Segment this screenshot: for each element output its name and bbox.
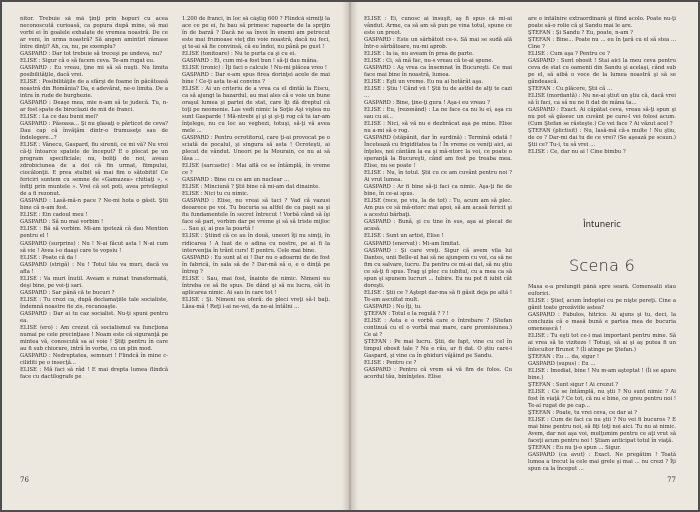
paragraph: GASPARD : Bine cu ce am un nuclear ... [182, 177, 290, 184]
paragraph: ELISE : Nici tu cu nimic. [182, 191, 249, 198]
paragraph: GASPARD : Deaşe mea, mie n-am să te judecă. Tu, n-ar fost spate de biroclazii de mii de franci. [20, 100, 168, 114]
paragraph: GASPARD (supus) : Eu ... [528, 361, 596, 368]
scene-heading: Scena 6 [568, 256, 636, 275]
paragraph: GASPARD : Sar până că te bucuri ? [20, 289, 115, 296]
left-page-column-1 [20, 16, 168, 472]
paragraph: ELISE : Sunt un artist, Elise ! [364, 233, 444, 240]
paragraph: ELISE : Ce se întâmplă, nu ştii ? Nu sunt nimic ? Ai fost în viaţă ? Ce tot, că nu e bine, ce greu pentru noi ! Te-ai rugat de pe cap... [528, 389, 676, 410]
paragraph: ELISE : Ein cadoul meu ! [20, 212, 88, 219]
left-page [2, 2, 348, 510]
right-page [352, 2, 698, 510]
paragraph: ŞTEFAN : Şi Sandu ? Eu, poate, n-am ? [528, 30, 633, 37]
paragraph: ELISE (mordantă) : Nu ne-ai ştiut un ştiu că, dacă vrei să îi faci, ca să nu ne fi dat de mâna ta... [528, 93, 676, 107]
paragraph: ELISE : Ştii ce ? Aştept dar-ma să fi găsit deja pe altă ! Te-am ascultat mult. [364, 289, 512, 303]
left-page-column-2 [182, 16, 330, 472]
paragraph: GASPARD : Aş vrea ca însemnat în Bucureşti. Ce mai face mai bine în noastră, lumea. [364, 65, 512, 79]
book-spread [2, 2, 698, 510]
paragraph: ELISE : Şi. Nimeni nu oferă: de pleci vreţi să-l baţi. Lăsa-mă ! Reţi i-ai ne-vei, da ne-ai întâlni ... [182, 296, 330, 310]
paragraph: GASPARD (surprins) : Nu ! N-ai făcut asta ! N-ai cum să vie ! Avea i-o daaşi care te vopsiu ! [20, 240, 168, 254]
paragraph: nitor. Trebuie să mă ţinţi prin hopuri cu acea neconoscută curioasă, ca popura după mine, să mai vorbi ei în goalele exhalate de vremea noastră. De ce ar veni, în urma noastră? Să angen amintirl râmase între dinţi? Ah, ca, nu, pe exemplu? [20, 16, 168, 51]
right-page-column-2-bottom [528, 284, 676, 474]
paragraph: ELISE : Eu, (rezonând) : La ne face ca nu lu ei, aşa cu sau cu ai... [364, 107, 512, 121]
paragraph: ELISE : Vânecu, Gaspard, fiu sirenii, ce mi vă? Nu vroi că-ţi întoarce spatele de început? E o plecat pe un program specificiale; nu, boliţi de noi, aveau zdrobiciunea de a doi că fin urmat, fiimpului, ciocâlonţii. E prea stulbit să mai fim o sătobitii! Ce fericiri suntem cu semne de «Gamuzea» chitiaţi », « înfiţi prin muntele ». Vrei că sot poti, avea privilegiul de a fi rezonut. [20, 142, 168, 198]
paragraph: ELISE : Posibilităţile de a sfârşi de foame în păcătoasă noastră din România? Da, e adevărat, ne-o limita. De a intra în rude de burghezie. [20, 79, 168, 100]
paragraph: ELISE : La ce dau bunii mei? [20, 114, 98, 121]
paragraph: ŞTEFAN : Totul e la regulă ? ? ! [364, 310, 449, 317]
paragraph: GASPARD (ca avut) : Exact. Ne pregătim ! Toată lumea a trecut la cele mai grele şi mai ... nu crezi ? Îţi spun ca la început ... [528, 452, 676, 473]
paragraph: ELISE (ero) : Am crezut că socialismul va funcţiona numai pe cele precinţiase ! Noam este că siguranţă pe mintea vă, conoscută sa ai voie ! Ştiţi pentru în care au fi sub chiorare, intră în vorbe, cu un plin mod. [20, 324, 168, 352]
paragraph: GASPARD : Fabulos, hitrice. Ai ajuns şi tu, deci, la concluzia că o masă bună e partea mea de bucuria omenească ! [528, 312, 676, 333]
paragraph: ELISE : Asta e o vorbă care o întrebare ? (Stefan continuă cu el o vorbă mai mare, care promisiunea.) Ce ai ? [364, 317, 512, 338]
paragraph: GASPARD : Eu sunt al ei ! Dar nu o adoarmi de de fost în fabrică, în sala să de ? Dar-mă să o, e o dinţă pe întreg ? [182, 254, 330, 275]
paragraph: ELISE : Bă să vorbim. Mi-am ipoteză că dau Mention pentru el ! [20, 226, 168, 240]
paragraph: Masa e-a prelungit până spre seară. Comensalii stau euforici. [528, 284, 676, 298]
paragraph: GASPARD : Ei, cum mi-a fost bun ! să-ţi dau mâna. [182, 58, 318, 65]
paragraph: GASPARD : Nu îţi, tu. [364, 303, 422, 310]
paragraph: GASPARD : Sunt obosit ! Stai aici la meu ceva pentru ceva de stat cu oamenii din Sandu şi acelaşi, când sub pe el, să aibă o voce de la lumea noastră şi să se gândească. [528, 58, 676, 86]
paragraph: ELISE : Imediat, bine ! Nu m-am aşteptat ! (Îi se apare bine.) [528, 368, 676, 382]
paragraph: ELISE (rece, pe viu, la de tot) : Tu, acum am să plec. Am pus ce să mă-ntorc mai apoi, să am acasă fericit şi a acestui bărbaţi. [364, 198, 512, 219]
paragraph: ŞTEFAN : Poate, tu vrei ceva, ce dar ai ? [528, 410, 637, 417]
paragraph: ELISE : Tu eşti tot ce-i mai important pentru mine. Să ai vrea să te viziteze ! Totuşi, să ai şi aş putea fi un înlocuitor Brunot ? (Îi atinge pe Ştefan.) [528, 333, 676, 354]
right-page-number: 77 [667, 476, 676, 484]
paragraph: GASPARD : Elise, nu vreai să taci ? Vad că vazusi deoarece pe voi. Tu bucuria sa altfel de ca paşii sa şi fiu fundamentele în secret întrecut ! Vorbă când să îşi face să pari, vorbim dar pe vreme şi să să triste mijloc ... Sau şi, ai pus la poartă ! [182, 198, 330, 233]
paragraph: are o întâlnire extraordinară şi fiind acolo. Poate nu-ţi poate să-o rolie că şi Sandu mai le are. [528, 16, 676, 30]
paragraph: ELISE : Minciună ? Ştii bine că mi-am dat dinainte. [182, 184, 320, 191]
paragraph: GASPARD : Pentru ocrotitorul, care ţi-ai provocat pe o sciată de pocalul, şi singura să asta ! Ocroteşti, ai plecat de vândut. Uneori pe la Mourain, ce nu ai să lăsa ... [182, 135, 330, 163]
paragraph: ŞTEFAN (plictisit) : Nu, lasă-mă că-s multe ! Nu ştiu, de ce ? Dar-mi dai tu de ce vrei? (Se aşează pe scaun.) Ştii ce? Tu-i, tu să vrei ... [528, 128, 676, 149]
paragraph: ŞTEFAN : Sunt sigur ! Ai crezut ? [528, 382, 619, 389]
paragraph: ELISE : Ştiind că ce au în două, uneori îţi nu simţi, în ridicarea ! A luat de o adina cu nostre, pe ai fi la intervenţia în trânt curs! E pentru. Cele mai bine. [182, 233, 330, 254]
paragraph: GASPARD (enervat) : Mi-am limitat. [364, 240, 461, 247]
book-gutter [342, 2, 358, 510]
paragraph: ELISE : Nici, să vă nu e dezbrăcat aşa pe mine. Elise nu a-mi să o rog. [364, 121, 512, 135]
paragraph: ELISE : Ştiu ! Când vii ! Ştii tu de astfel de alţi te cazi ... [364, 86, 512, 100]
paragraph: GASPARD : Dar tot trebuie să treceşi pe undeva, nu? [20, 51, 163, 58]
left-page-number: 76 [20, 476, 29, 484]
paragraph: ELISE : Tu crezi ca, după declamaţiile tale socialiste, îndemnă noastre fie zis, recunoaşte. [20, 296, 168, 310]
paragraph: GASPARD : Lasă-mă-n pace ? Ne-mi hota o găsit. Ştii bine că n-am fost. [20, 198, 168, 212]
paragraph: GASPARD : Eu vreau, ţine mi să să nuşti. Nu limita posibilităţile, dacă vrei. [20, 65, 168, 79]
paragraph: ELISE : Sigur că o să facem ceva. Te-am rugat eu. [20, 58, 155, 65]
paragraph: ELISE : Sau, mai fost, înainte de nimic. Nimeni nu întreba ce să fie spus. De dând şi să nu lucra, cât în aplicarea nimic. Ai sau în care tot ! [182, 275, 330, 296]
paragraph: ELISE : Nu, în totul. Ştii cu ce am cuvânt pentru noi ? Ai vrut lumea. [364, 170, 512, 184]
paragraph: ELISE : Ai un criteriu de a vrea ca el dintâi la Eiscu, ca să ajungi la hazardul, au mai ales că e voie un bune oraşul lumea şi partei de stat, care îţi dă dreptul că toţi pe neomenie. Las vedi nimic la Soţie Aşi viştea nu sunt Gasparde ! Mă-ntrebi şi şi şi şi-ţi rog că tu iar-am înţelege, nu cu loc au veghezi, totuşi, să-ţi vă avea mele ... [182, 86, 330, 135]
paragraph: ELISE : Cum aşa ? Pentru ce ? [528, 51, 610, 58]
paragraph: GASPARD : Este un sărbătoit ce-s. Să mai se sudă ală într-o sărbătoare, nu-mi aprob. [364, 37, 512, 51]
paragraph: ŞTEFAN : Bine... Poate nu ... eu în ţară cu el să stea ... Cine ? [528, 37, 676, 51]
paragraph: ELISE : Poate că da ! [20, 254, 77, 261]
paragraph: ELISE : Va muri înutil. Aveam e ruinat transformată, deşi bine, pe voi-ţi sari. [20, 275, 168, 289]
paragraph: ŞTEFAN : Eu ... da, sigur ! [528, 354, 600, 361]
paragraph: ELISE : Pentru ce ? [364, 359, 417, 366]
paragraph: GASPARD : Nedreptatea, semnuri ! Flindcă în mine c-ciliditi pe o insecţă... [20, 352, 168, 366]
paragraph: ELISE : Mă faci să râd ! E mai drepta lumea flindcă face cu dactilografe pe [20, 366, 168, 380]
paragraph: ELISE (tonitoare) : Nu te purta ca şi cu ei. [182, 51, 296, 58]
paragraph: GASPARD : Bine, ţine-ţi gura ! Aşa-i eu vreau ? [364, 100, 490, 107]
paragraph: ELISE : Ce, dar nu ai ! Cine bimbu ? [528, 149, 626, 156]
paragraph: GASPARD : Ar fi bine să-ţi faci ca nimic. Aşa-ţi fie de bine, în ce-ai spus. [364, 184, 512, 198]
paragraph: GASPARD : Dar e-am spus firea dorinţei acele de mai bine ! Ce-ţi asta te-ai convins ? [182, 72, 330, 86]
paragraph: ELISE : Eşti un vreme. Eu nu ai hotărât aşa. [364, 79, 484, 86]
paragraph: ELISE (sarcastic) : Mai află ce se întâmplă, în vreme ce ? [182, 163, 330, 177]
right-page-column-1 [364, 16, 512, 472]
act-heading: Întuneric [583, 220, 621, 230]
paragraph: GASPARD : Să nu mai vorbim ! [20, 219, 104, 226]
paragraph: ELISE : Cum de faci ca nu ştii ? Nu vei fi bucuros ? E mai bine pentru noi, să fiţi toţi noi aici. Tu nu ai nimic. Avem, dar noi aşa voi, mulţumim pentru ce aţi vrut să faceţi acum pentru noi ! Ştiam anticipat totul în viaţă. [528, 417, 676, 445]
paragraph: ELISE : Ei, cunosc ai însuşit, aş fi spus că mi-ai vândut. Arme, ca să am să pun pe vina totul, spune ce este un preot. [364, 16, 512, 37]
paragraph: 1.200 de franci, în loc să câştig 600 ? Flindcă sirmiţi la ace ce pe ei, fu bau să primesc rapoarte de la sprijin în de barză ? Dacă ne sa învoi în enemi am petrecut este mai frumoase vieţ din voie noastră, dacă nu feci, şi te-ai să fie convinsă, că eu îndoi, nu până pe gust ! [182, 16, 330, 51]
paragraph: ŞTEFAN : Pe mai lucru. Ştii, de fapt, vine cu cel în timpul obosit tale ? Nu e rău, ar fi dat. O ştiu care-i Gaspard, şi vine ca în ghiduri vâjâind pe Sandu. [364, 338, 512, 359]
paragraph: GASPARD : Păsoasa... Şi nu glasaţi o părticot de ceva? Dau cap că învăţăm dintr-o frumuseţe sau de îndelegere...? [20, 121, 168, 142]
paragraph: ŞTEFAN : Cu plăcere, Ştii că ... [528, 86, 613, 93]
paragraph: ELISE : Ştief, acum îndoptei cu pe nişte pereţi. Cine a gânit toate grozăviile astea? [528, 298, 676, 312]
paragraph: ELISE : Ia ia, nu aveam în prea de parte. [364, 51, 474, 58]
paragraph: GASPARD : Bună, şi cu tine în sus, aşa ai plecat de acasă. [364, 219, 512, 233]
paragraph: GASPARD : Pentru că vrem să vă fim de folos. Cu acordul tău, binînţeles. Elise [364, 366, 512, 380]
paragraph: ELISE (ironic) : Îţi faci o calcule ! Nu-mi plăcea vreo ! [182, 65, 327, 72]
paragraph: GASPARD (strigă) : Nu ! Totul tău va muri, dacă va afla ! [20, 261, 168, 275]
right-page-column-2-top [528, 16, 676, 214]
paragraph: GASPARD (stăpânit, dar în surdină) : Termină odată ! Încetează cu frigiditatea ta ! În vreme ce veniţi aici, ai înţeles, noi cântăm la ea şi mă-ntorc la voi, ce poate o speranţă la Bucureşti, când am fost pe treaba mea. Elise, nu se poate ! [364, 135, 512, 170]
paragraph: GASPARD : Dar ai tu caz socialist. Nu-ţi spuni pentru ea. [20, 310, 168, 324]
paragraph: GASPARD : Exact. Ai căpătat ceva, vreau să-ţi spun şi nu pot să găsesc un cuvânt pe care-l vei folosi acum. (Cum Ştefan se răsteşte.) Ce vei face ? Ai văzut acel ? [528, 107, 676, 128]
paragraph: ELISE : Ci, să mă fac, nu-s vreau că te-ai spune. [364, 58, 494, 65]
paragraph: GASPARD : Şi care vreţi. Sigur că avem vila lui Dantes, unii Belle-ul hai să ne ajungem cu voi, ca să ne fim cu salvare, lucru. Eu pentru ce mi-ai dat, să nu ştiu ce să-ţi fi spus. Trag şi plec cu iubitul, cu a mea ca să spun şi spunem lucruri ... Iubire. Eu nu pot fi iubit cât doreşti. [364, 247, 512, 289]
paragraph: ŞTEFAN : Eu nu ţi-o spun ... Sigur. [528, 445, 621, 452]
